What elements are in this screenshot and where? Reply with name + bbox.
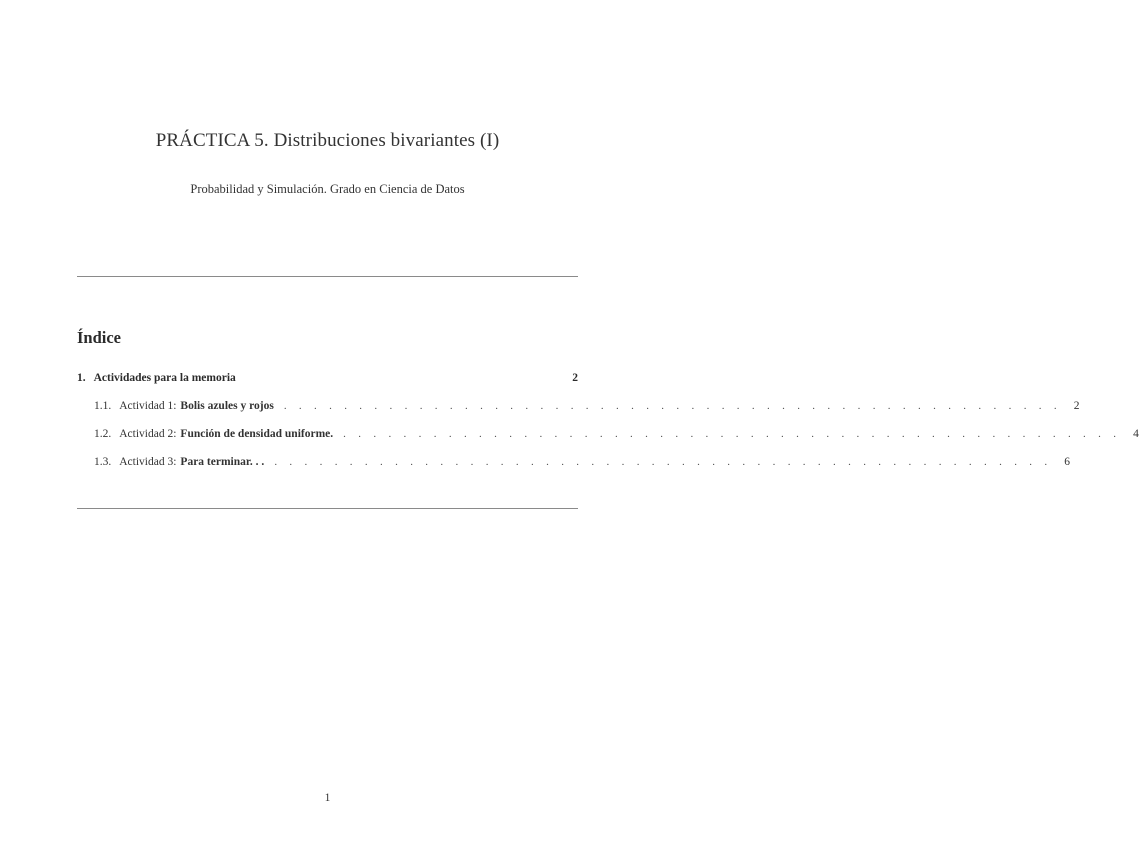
toc-entry-prefix: Actividad 2: (119, 428, 177, 440)
toc-section-title: Actividades para la memoria (93, 372, 236, 384)
bottom-divider (77, 508, 578, 509)
toc-entry-page: 4 (1133, 428, 1139, 440)
toc-heading: Índice (77, 328, 122, 347)
toc-entry-number: 1.1. (94, 400, 112, 412)
document-title: PRÁCTICA 5. Distribuciones bivariantes (I) (155, 130, 500, 151)
toc-section-1[interactable] (77, 372, 578, 388)
page-number: 1 (324, 792, 331, 804)
toc-section-number: 1. (77, 372, 86, 384)
toc-section-page: 2 (572, 372, 578, 384)
toc-entry-title: Para terminar. . . (180, 456, 265, 468)
toc-leader-dots: . . . . . . . . . . . . . . . . . . . . . . . . . . . . . . . . . . . . . . . . . . . . . . . . . . . . (283, 400, 1062, 412)
toc-leader-dots: . . . . . . . . . . . . . . . . . . . . . . . . . . . . . . . . . . . . . . . . . . . . . . . . . . . . (274, 456, 1052, 468)
toc-entry-title: Bolis azules y rojos (180, 400, 274, 412)
toc-entry-1-1[interactable] (94, 400, 1080, 416)
toc-entry-prefix: Actividad 1: (119, 400, 177, 412)
document-subtitle: Probabilidad y Simulación. Grado en Ciencia de Datos (190, 182, 465, 196)
toc-entry-page: 2 (1073, 400, 1080, 412)
toc-entry-1-3[interactable] (94, 456, 1070, 472)
toc-entry-1-2[interactable] (94, 428, 1139, 444)
toc-entry-title: Función de densidad uniforme. (180, 428, 334, 440)
toc-entry-page: 6 (1064, 456, 1070, 468)
top-divider (77, 276, 578, 277)
toc-leader-dots: . . . . . . . . . . . . . . . . . . . . . . . . . . . . . . . . . . . . . . . . . . . . . . . . . . . . (343, 428, 1121, 440)
toc-entry-number: 1.2. (94, 428, 112, 440)
toc-entry-number: 1.3. (94, 456, 112, 468)
toc-entry-prefix: Actividad 3: (119, 456, 177, 468)
